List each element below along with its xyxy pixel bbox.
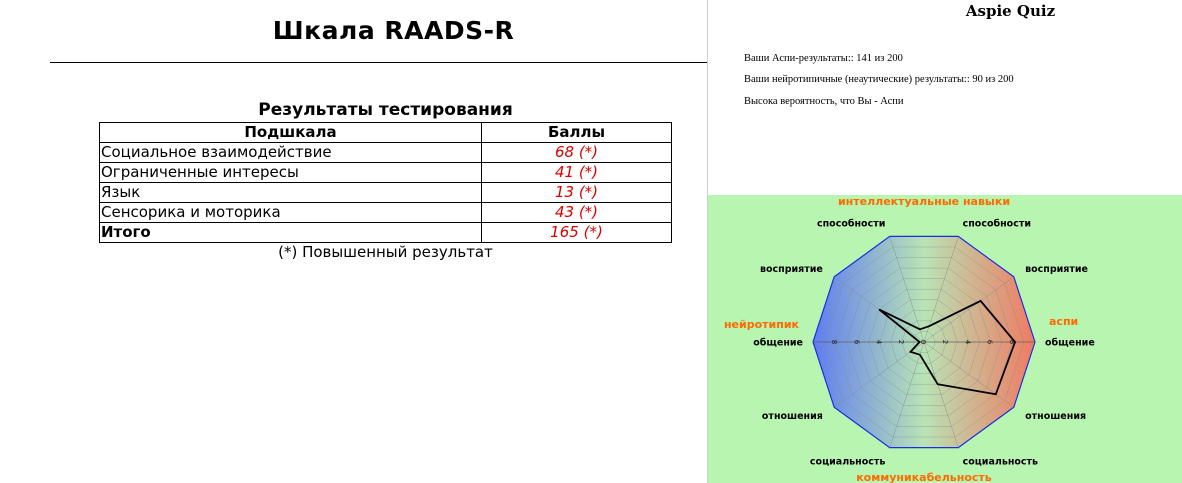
- row-score: 68 (*): [482, 143, 672, 163]
- row-label: Итого: [100, 223, 482, 243]
- results-table: [99, 122, 672, 243]
- table-row: [100, 163, 672, 183]
- scale-tick-label: 2: [896, 339, 905, 345]
- scale-tick-label: 6: [985, 339, 994, 345]
- footnote: (*) Повышенный результат: [278, 243, 493, 261]
- axis-label: отношения: [1025, 411, 1087, 422]
- row-score: 43 (*): [482, 203, 672, 223]
- scale-tick-label: 4: [874, 339, 883, 345]
- table-row: [100, 143, 672, 163]
- axis-label: отношения: [761, 411, 823, 422]
- raads-title: Шкала RAADS-R: [272, 16, 515, 45]
- axis-label: восприятие: [1025, 264, 1089, 275]
- neurotypical-score-line: Ваши нейротипичные (неаутические) результаты:: 90 из 200: [744, 74, 1014, 85]
- category-label-bottom: коммуникабельность: [856, 471, 992, 483]
- axis-label: общение: [1045, 337, 1095, 349]
- aspie-panel: [707, 0, 1182, 483]
- scale-tick-label: 8: [830, 339, 839, 345]
- scale-tick-label: 6: [852, 339, 861, 345]
- column-header-subscale: Подшкала: [100, 123, 482, 143]
- row-label: Ограниченные интересы: [100, 163, 482, 183]
- category-label-left: нейротипик: [723, 318, 799, 331]
- axis-label: способности: [816, 218, 886, 230]
- row-label: Сенсорика и моторика: [100, 203, 482, 223]
- table-row: [100, 203, 672, 223]
- scale-tick-label: 4: [963, 339, 972, 345]
- axis-label: социальность: [962, 456, 1039, 468]
- table-row: [100, 183, 672, 203]
- aspie-score-line: Ваши Аспи-результаты:: 141 из 200: [744, 53, 903, 64]
- category-label-right: аспи: [1049, 315, 1079, 328]
- column-header-score: Баллы: [482, 123, 672, 143]
- scale-tick-label: 0: [919, 339, 927, 345]
- table-row-total: [100, 223, 672, 243]
- table-header-row: [100, 123, 672, 143]
- row-score: 165 (*): [482, 223, 672, 243]
- verdict-line: Высока вероятность, что Вы - Аспи: [744, 96, 904, 107]
- row-score: 13 (*): [482, 183, 672, 203]
- radar-chart-area: [708, 195, 1182, 483]
- row-score: 41 (*): [482, 163, 672, 183]
- row-label: Социальное взаимодействие: [100, 143, 482, 163]
- scale-tick-label: 8: [1007, 339, 1016, 345]
- axis-label: общение: [753, 337, 803, 349]
- title-divider: [50, 62, 707, 63]
- scale-tick-label: 2: [941, 339, 950, 345]
- axis-label: социальность: [809, 456, 886, 468]
- axis-label: восприятие: [759, 264, 823, 275]
- category-label-top: интеллектуальные навыки: [837, 195, 1011, 208]
- row-label: Язык: [100, 183, 482, 203]
- radar-chart: [708, 195, 1182, 483]
- axis-label: способности: [962, 218, 1032, 230]
- results-heading: Результаты тестирования: [258, 100, 513, 120]
- aspie-title: Aspie Quiz: [965, 2, 1056, 20]
